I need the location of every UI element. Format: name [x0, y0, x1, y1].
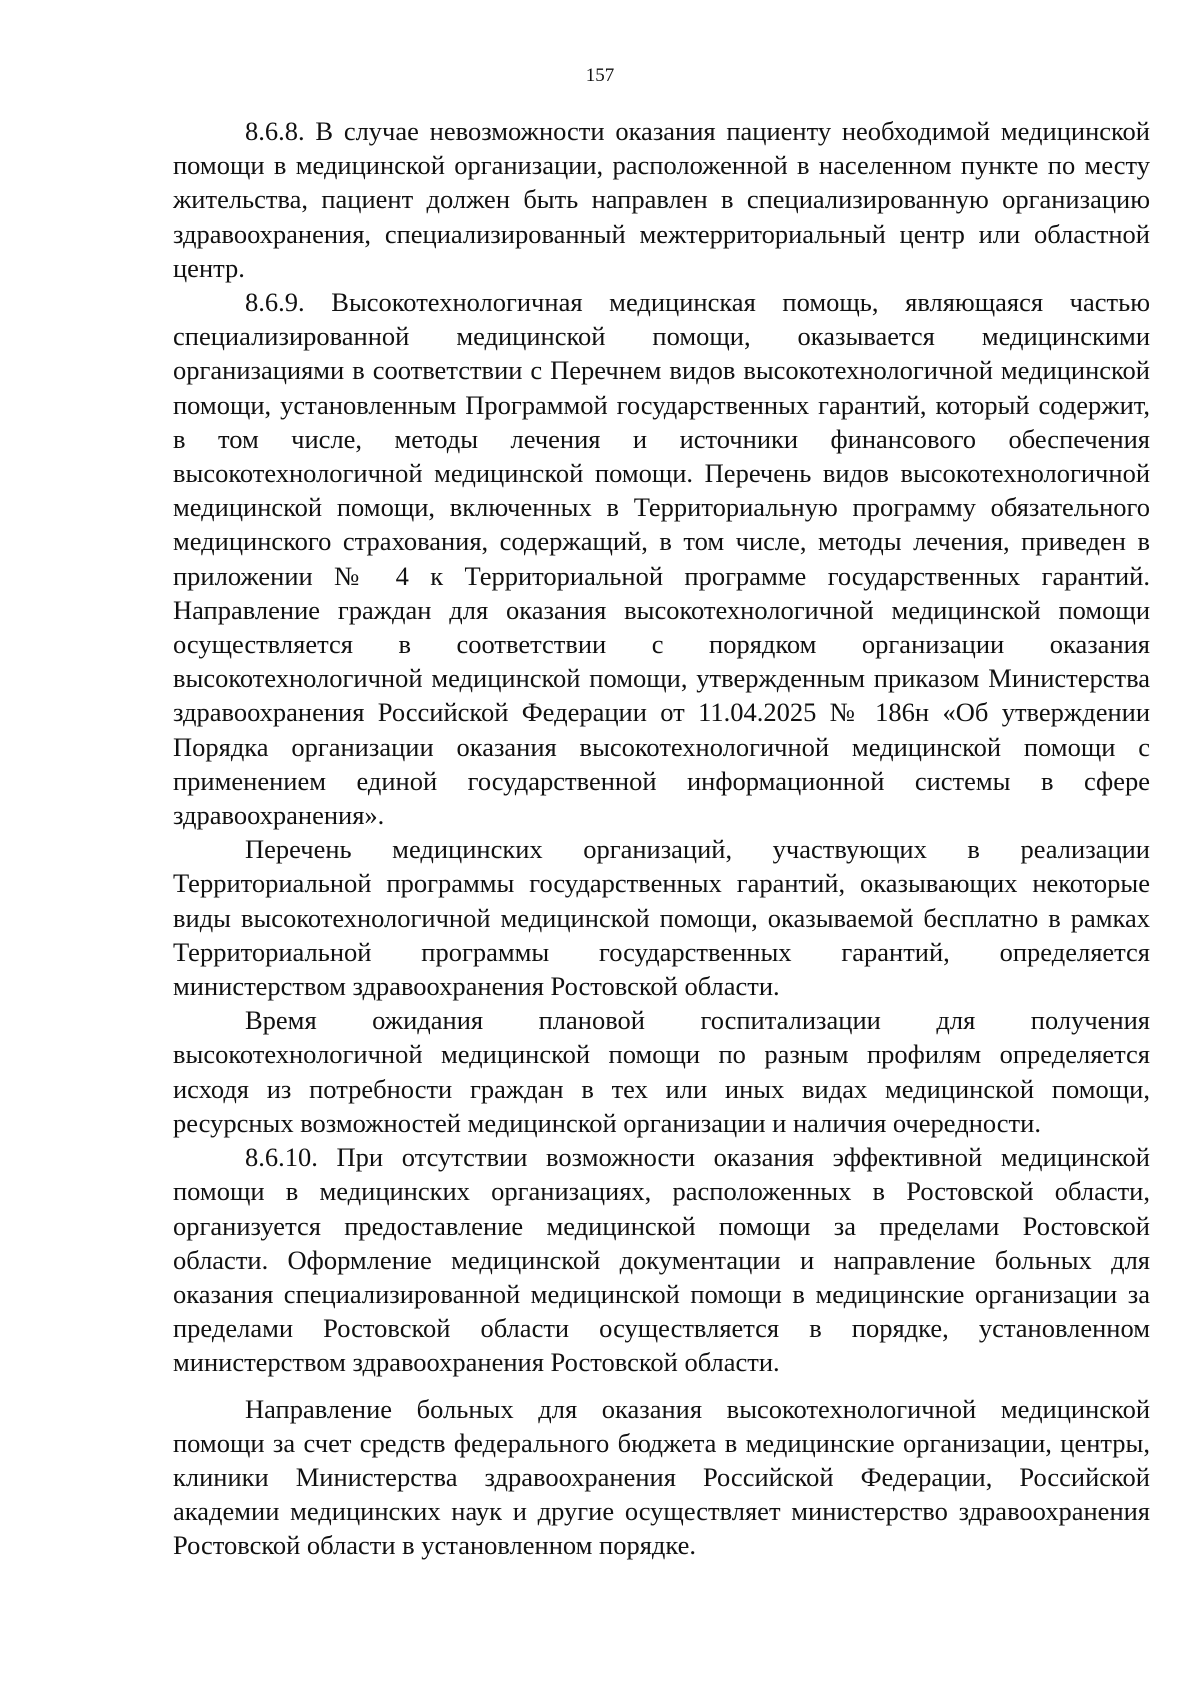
page-number: 157 — [585, 65, 615, 86]
paragraph-8-6-9: 8.6.9. Высокотехнологичная медицинская помощь, являющаяся частью специализированной медицинской помощи, оказывается медицинскими организациями в соответствии с Перечнем видов высокотехнологичной медицинской помощи, установленным Программой государственных гарантий, который содержит, в том числе, методы лечения и источники финансового обеспечения высокотехнологичной медицинской помощи. Перечень видов высокотехнологичной медицинской помощи, включенных в Территориальную программу обязательного медицинского страхования, содержащий, в том числе, методы лечения, приведен в приложении № 4 к Территориальной программе государственных гарантий. Направление граждан для оказания высокотехнологичной медицинской помощи осуществляется в соответствии с порядком организации оказания высокотехнологичной медицинской помощи, утвержденным приказом Министерства здравоохранения Российской Федерации от 11.04.2025 № 186н «Об утверждении Порядка организации оказания высокотехнологичной медицинской помощи с применением единой государственной информационной системы в сфере здравоохранения». — [173, 287, 1150, 831]
paragraph-list-of-organizations: Перечень медицинских организаций, участвующих в реализации Территориальной программы государственных гарантий, оказывающих некоторые виды высокотехнологичной медицинской помощи, оказываемой бесплатно в рамках Территориальной программы государственных гарантий, определяется министерством здравоохранения Ростовской области. — [173, 834, 1150, 1002]
paragraph-federal-referral: Направление больных для оказания высокотехнологичной медицинской помощи за счет средств федерального бюджета в медицинские организации, центры, клиники Министерства здравоохранения Российской Федерации, Российской академии медицинских наук и другие осуществляет министерство здравоохранения Ростовской области в установленном порядке. — [173, 1393, 1150, 1561]
document-body — [173, 114, 1150, 1563]
paragraph-8-6-8: 8.6.8. В случае невозможности оказания пациенту необходимой медицинской помощи в медицинской организации, расположенной в населенном пункте по месту жительства, пациент должен быть направлен в специализированную организацию здравоохранения, специализированный межтерриториальный центр или областной центр. — [173, 116, 1150, 283]
paragraph-waiting-time: Время ожидания плановой госпитализации для получения высокотехнологичной медицинской помощи по разным профилям определяется исходя из потребности граждан в тех или иных видах медицинской помощи, ресурсных возможностей медицинской организации и наличия очередности. — [173, 1005, 1150, 1138]
paragraph-8-6-10: 8.6.10. При отсутствии возможности оказания эффективной медицинской помощи в медицинских организациях, расположенных в Ростовской области, организуется предоставление медицинской помощи за пределами Ростовской области. Оформление медицинской документации и направление больных для оказания специализированной медицинской помощи в медицинские организации за пределами Ростовской области осуществляется в порядке, установленном министерством здравоохранения Ростовской области. — [173, 1142, 1150, 1378]
